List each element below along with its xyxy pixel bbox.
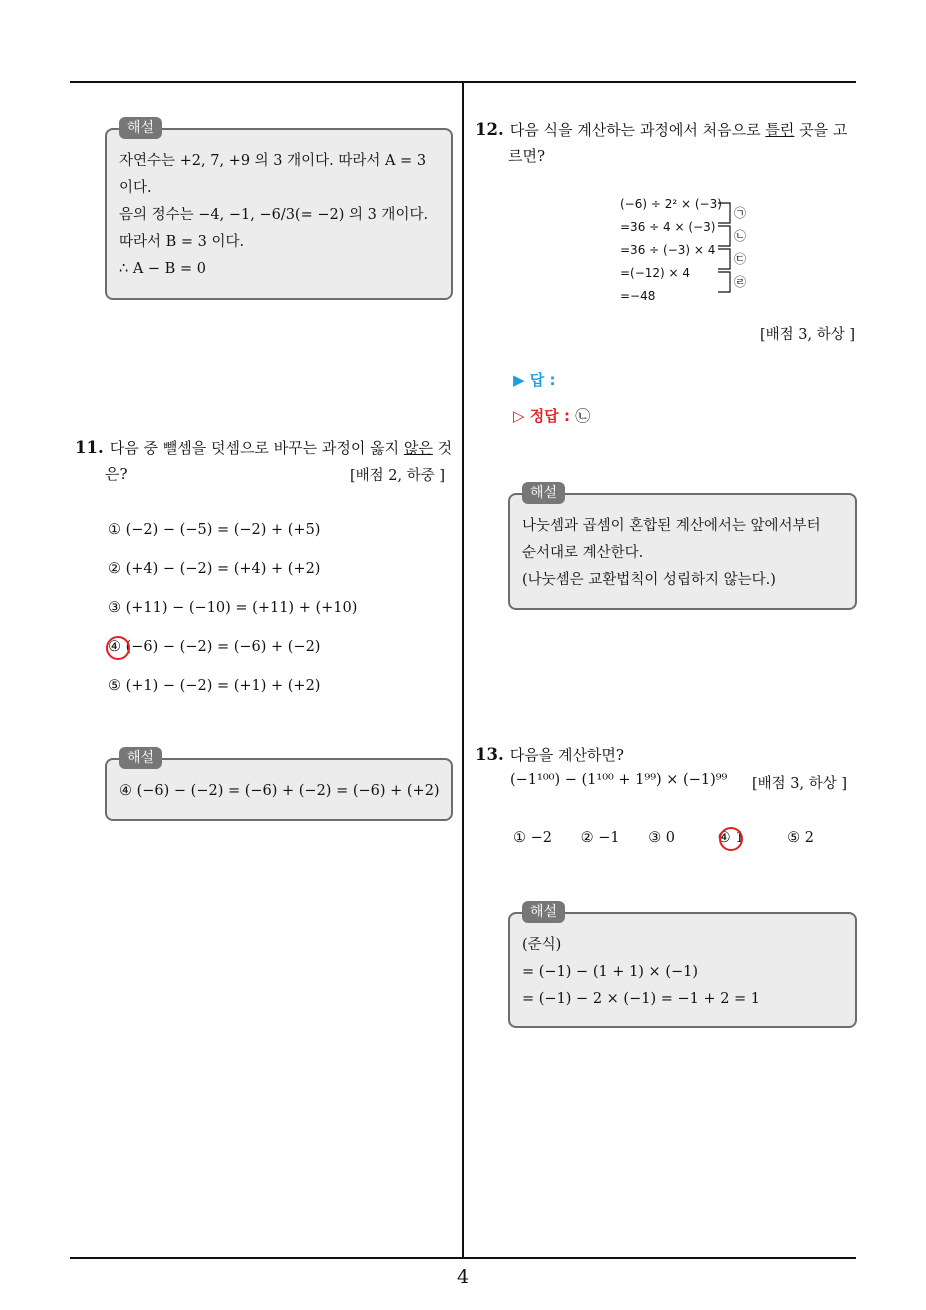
solution-box-q13: [508, 904, 857, 1028]
calc-step: (−6) ÷ 2² × (−3): [620, 197, 722, 211]
option-1[interactable]: ① (−2) − (−5) = (−2) + (+5): [108, 522, 321, 538]
solution-box-q11: [105, 750, 453, 821]
option-2[interactable]: ② (+4) − (−2) = (+4) + (+2): [108, 561, 321, 577]
question-text-end: 곳을 고: [794, 121, 848, 139]
answer-circle-mark: [719, 827, 743, 851]
option-5[interactable]: ⑤ 2: [787, 830, 814, 846]
step-markers: [734, 202, 746, 294]
solution-line: 따라서 B = 3 이다.: [119, 234, 245, 250]
question-underlined-word: 틀린: [765, 121, 795, 139]
marker-2: ㉡: [734, 229, 747, 243]
option-3[interactable]: ③ 0: [648, 830, 676, 846]
solution-line: 순서대로 계산한다.: [522, 545, 644, 561]
question-13-score: [배점 3, 하상 ]: [752, 776, 848, 792]
solution-line: 자연수는 +2, 7, +9 의 3 개이다. 따라서 A = 3: [119, 153, 427, 169]
marker-4: ㉣: [734, 275, 747, 289]
solution-line: = (−1) − 2 × (−1) = −1 + 2 = 1: [522, 991, 761, 1007]
option-2[interactable]: ② −1: [580, 830, 620, 846]
calculation-steps: [620, 193, 722, 308]
step-brackets: [716, 197, 736, 297]
solution-line: 음의 정수는 −4, −1, −6/3(= −2) 의 3 개이다.: [119, 207, 429, 223]
solution-tag: 해설: [522, 901, 565, 923]
solution-tag: 해설: [119, 747, 162, 769]
option-5[interactable]: ⑤ (+1) − (−2) = (+1) + (+2): [108, 678, 321, 694]
calc-step: =36 ÷ (−3) × 4: [620, 243, 716, 257]
question-text-end: 것: [432, 439, 453, 457]
solution-line: ④ (−6) − (−2) = (−6) + (−2) = (−6) + (+2): [119, 783, 440, 799]
option-1[interactable]: ① −2: [513, 830, 552, 846]
question-11-score: [배점 2, 하중 ]: [350, 468, 446, 484]
solution-box-prev: [105, 120, 453, 300]
question-underlined-word: 않은: [403, 439, 433, 457]
question-12-score: [배점 3, 하상 ]: [760, 327, 856, 343]
solution-line: 이다.: [119, 180, 152, 196]
solution-line: (준식): [522, 937, 562, 953]
correct-answer-label: ▷ 정답 :: [513, 407, 570, 425]
marker-3: ㉢: [734, 252, 747, 266]
question-13-expression: (−1¹⁰⁰) − (1¹⁰⁰ + 1⁹⁹) × (−1)⁹⁹: [510, 772, 728, 788]
solution-tag: 해설: [119, 117, 162, 139]
question-number: 11.: [75, 438, 104, 457]
question-number: 12.: [475, 120, 504, 139]
option-3[interactable]: ③ (+11) − (−10) = (+11) + (+10): [108, 600, 358, 616]
column-divider: [462, 83, 464, 1259]
question-text: 다음 중 뺄셈을 덧셈으로 바꾸는 과정이 옳지: [109, 439, 404, 457]
correct-answer: [513, 405, 590, 426]
option-4[interactable]: ④ (−6) − (−2) = (−6) + (−2): [108, 639, 321, 655]
option-4[interactable]: ④ 1: [717, 830, 745, 846]
bottom-rule: [70, 1257, 856, 1259]
solution-line: 나눗셈과 곱셈이 혼합된 계산에서는 앞에서부터: [522, 518, 821, 534]
solution-tag: 해설: [522, 482, 565, 504]
answer-label: ▶ 답 :: [513, 371, 556, 389]
answer-circle-mark: [106, 636, 130, 660]
question-number: 13.: [475, 745, 504, 764]
solution-line: = (−1) − (1 + 1) × (−1): [522, 964, 699, 980]
question-text: 다음 식을 계산하는 과정에서 처음으로: [509, 121, 766, 139]
question-text-line2: 은?: [105, 465, 128, 483]
question-text-line2: 르면?: [508, 147, 546, 165]
solution-line: (나눗셈은 교환법칙이 성립하지 않는다.): [522, 572, 776, 588]
calc-step: =−48: [620, 289, 656, 303]
question-13-options: [513, 830, 838, 846]
question-text: 다음을 계산하면?: [509, 746, 624, 764]
marker-1: ㉠: [734, 206, 747, 220]
question-13: [475, 742, 860, 768]
solution-box-q12: [508, 485, 857, 610]
solution-line: ∴ A − B = 0: [119, 261, 206, 277]
question-12: [475, 117, 860, 169]
calc-step: =36 ÷ 4 × (−3): [620, 220, 716, 234]
correct-answer-value: ㉡: [575, 407, 591, 425]
calc-step: =(−12) × 4: [620, 266, 691, 280]
page-number: 4: [456, 1266, 470, 1288]
